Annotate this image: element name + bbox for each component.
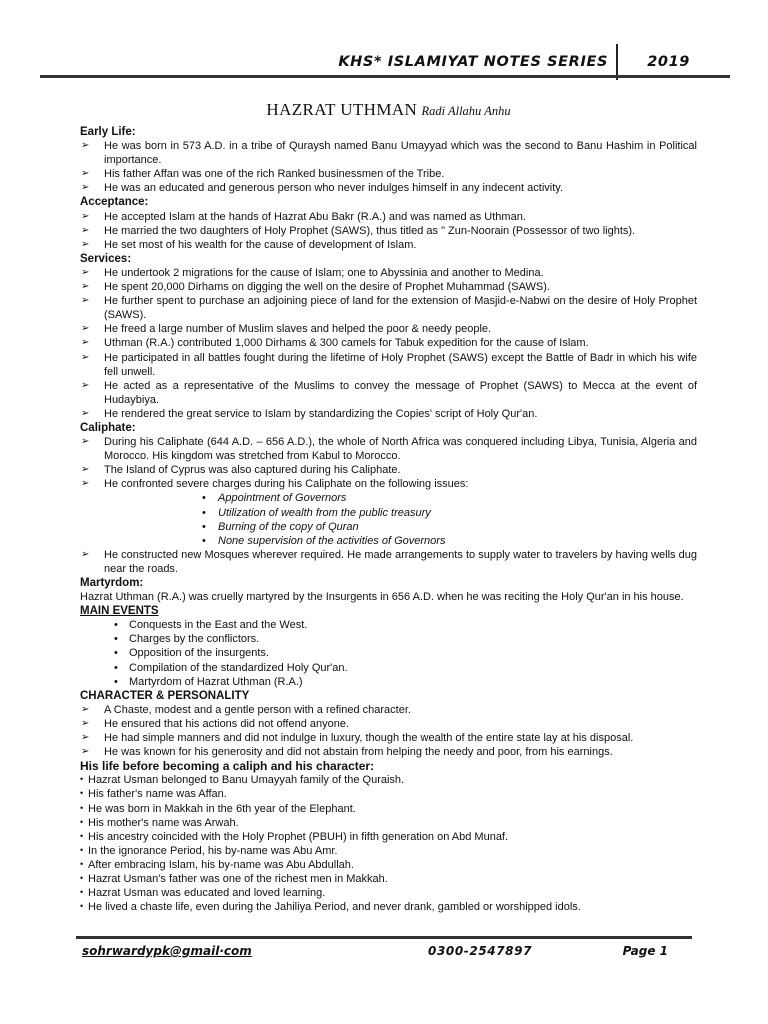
list-item: ➢ He had simple manners and did not indulge in luxury, though the wealth of the entire state lay at his disposal. — [80, 731, 697, 745]
footer-rule — [76, 936, 692, 939]
list-item: • Hazrat Usman belonged to Banu Umayyah family of the Quraish. — [80, 773, 697, 787]
page-footer — [76, 936, 692, 966]
list-item: • His father's name was Affan. — [80, 787, 697, 801]
main-events-heading: MAIN EVENTS — [80, 605, 159, 618]
list-item: • He lived a chaste life, even during the Jahiliya Period, and never drank, gambled or worshipped idols. — [80, 900, 697, 914]
list-item: ➢ He accepted Islam at the hands of Hazrat Abu Bakr (R.A.) and was named as Uthman. — [80, 210, 697, 224]
list-item: • His mother's name was Arwah. — [80, 816, 697, 830]
martyrdom-text: Hazrat Uthman (R.A.) was cruelly martyred by the Insurgents in 656 A.D. when he was reciting the Holy Qur'an in his house. — [80, 591, 684, 604]
series-year: 2019 — [647, 54, 690, 70]
list-item: • Compilation of the standardized Holy Qur'an. — [80, 661, 697, 675]
list-item: ➢ The Island of Cyprus was also captured during his Caliphate. — [80, 463, 697, 477]
acceptance-list — [80, 210, 697, 252]
title-sub: Radi Allahu Anhu — [421, 104, 511, 118]
character-heading: CHARACTER & PERSONALITY — [80, 689, 250, 702]
issue-item: • Burning of the copy of Quran — [80, 520, 697, 534]
list-item: ➢ He set most of his wealth for the cause of development of Islam. — [80, 238, 697, 252]
list-item: • Hazrat Usman's father was one of the richest men in Makkah. — [80, 872, 697, 886]
early-life-heading: Early Life: — [80, 126, 136, 138]
list-item: ➢ He was born in 573 A.D. in a tribe of Quraysh named Banu Umayyad which was the second to Banu Hashim in Political importance. — [80, 139, 697, 167]
caliphate-issues-list — [80, 491, 697, 547]
life-before-heading: His life before becoming a caliph and his character: — [80, 759, 375, 774]
list-item: • Opposition of the insurgents. — [80, 646, 697, 660]
list-item: • Conquests in the East and the West. — [80, 618, 697, 632]
list-item: ➢ During his Caliphate (644 A.D. – 656 A.D.), the whole of North Africa was conquered including Libya, Tunisia, Algeria and Morocco. His kingdom was stretched from Kabul to Morocco. — [80, 435, 697, 463]
list-item: ➢ He acted as a representative of the Muslims to convey the message of Prophet (SAWS) to Mecca at the event of Hudaybiya. — [80, 379, 697, 407]
header-rule — [40, 75, 730, 78]
list-item: ➢ He further spent to purchase an adjoining piece of land for the extension of Masjid-e-Nabwi on the desire of Holy Prophet (SAWS). — [80, 294, 697, 322]
list-item: ➢ He confronted severe charges during his Caliphate on the following issues: — [80, 477, 697, 491]
services-list — [80, 266, 697, 421]
issue-item: • Appointment of Governors — [80, 491, 697, 505]
list-item: • His ancestry coincided with the Holy Prophet (PBUH) in fifth generation on Abd Munaf. — [80, 830, 697, 844]
caliphate-list — [80, 435, 697, 491]
list-item: ➢ He spent 20,000 Dirhams on digging the well on the desire of Prophet Muhammad (SAWS). — [80, 280, 697, 294]
services-heading: Services: — [80, 252, 132, 265]
caliphate-after-list — [80, 548, 697, 576]
caliphate-heading: Caliphate: — [80, 421, 136, 434]
list-item: • Charges by the conflictors. — [80, 632, 697, 646]
list-item: ➢ He constructed new Mosques wherever required. He made arrangements to supply water to travelers by having wells dug near the roads. — [80, 548, 697, 576]
list-item: ➢ He was an educated and generous person who never indulges himself in any indecent activity. — [80, 181, 697, 195]
series-title: KHS* ISLAMIYAT NOTES SERIES — [338, 54, 608, 70]
life-before-list — [80, 773, 697, 914]
page-number: Page 1 — [622, 944, 668, 958]
list-item: • After embracing Islam, his by-name was Abu Abdullah. — [80, 858, 697, 872]
page-title — [80, 98, 697, 123]
list-item: • Hazrat Usman was educated and loved learning. — [80, 886, 697, 900]
list-item: ➢ He undertook 2 migrations for the cause of Islam; one to Abyssinia and another to Medina. — [80, 266, 697, 280]
footer-phone: 0300-2547897 — [428, 944, 533, 958]
list-item: ➢ He participated in all battles fought during the lifetime of Holy Prophet (SAWS) except the Battle of Badr in which his wife fell unwell. — [80, 351, 697, 379]
list-item: ➢ He married the two daughters of Holy Prophet (SAWS), thus titled as " Zun-Noorain (Possessor of two lights). — [80, 224, 697, 238]
list-item: ➢ He freed a large number of Muslim slaves and helped the poor & needy people. — [80, 322, 697, 336]
list-item: ➢ A Chaste, modest and a gentle person with a refined character. — [80, 703, 697, 717]
list-item: • Martyrdom of Hazrat Uthman (R.A.) — [80, 675, 697, 689]
list-item: ➢ His father Affan was one of the rich Ranked businessmen of the Tribe. — [80, 167, 697, 181]
main-events-list — [80, 618, 697, 688]
martyrdom-heading: Martyrdom: — [80, 577, 144, 589]
page-header — [40, 44, 730, 80]
issue-item: • Utilization of wealth from the public treasury — [80, 506, 697, 520]
issue-item: • None supervision of the activities of Governors — [80, 534, 697, 548]
list-item: ➢ He ensured that his actions did not offend anyone. — [80, 717, 697, 731]
early-life-list — [80, 139, 697, 195]
list-item: ➢ He rendered the great service to Islam by standardizing the Copies' script of Holy Qur'an. — [80, 407, 697, 421]
acceptance-heading: Acceptance: — [80, 196, 149, 209]
list-item: ➢ He was known for his generosity and did not abstain from helping the needy and poor, from his earnings. — [80, 745, 697, 759]
list-item: ➢ Uthman (R.A.) contributed 1,000 Dirhams & 300 camels for Tabuk expedition for the cause of Islam. — [80, 336, 697, 350]
footer-email-link[interactable]: sohrwardypk@gmail·com — [82, 944, 252, 958]
list-item: • He was born in Makkah in the 6th year of the Elephant. — [80, 802, 697, 816]
list-item: • In the ignorance Period, his by-name was Abu Amr. — [80, 844, 697, 858]
character-list — [80, 703, 697, 759]
title-main: HAZRAT UTHMAN — [266, 100, 418, 119]
document-body — [80, 98, 697, 914]
